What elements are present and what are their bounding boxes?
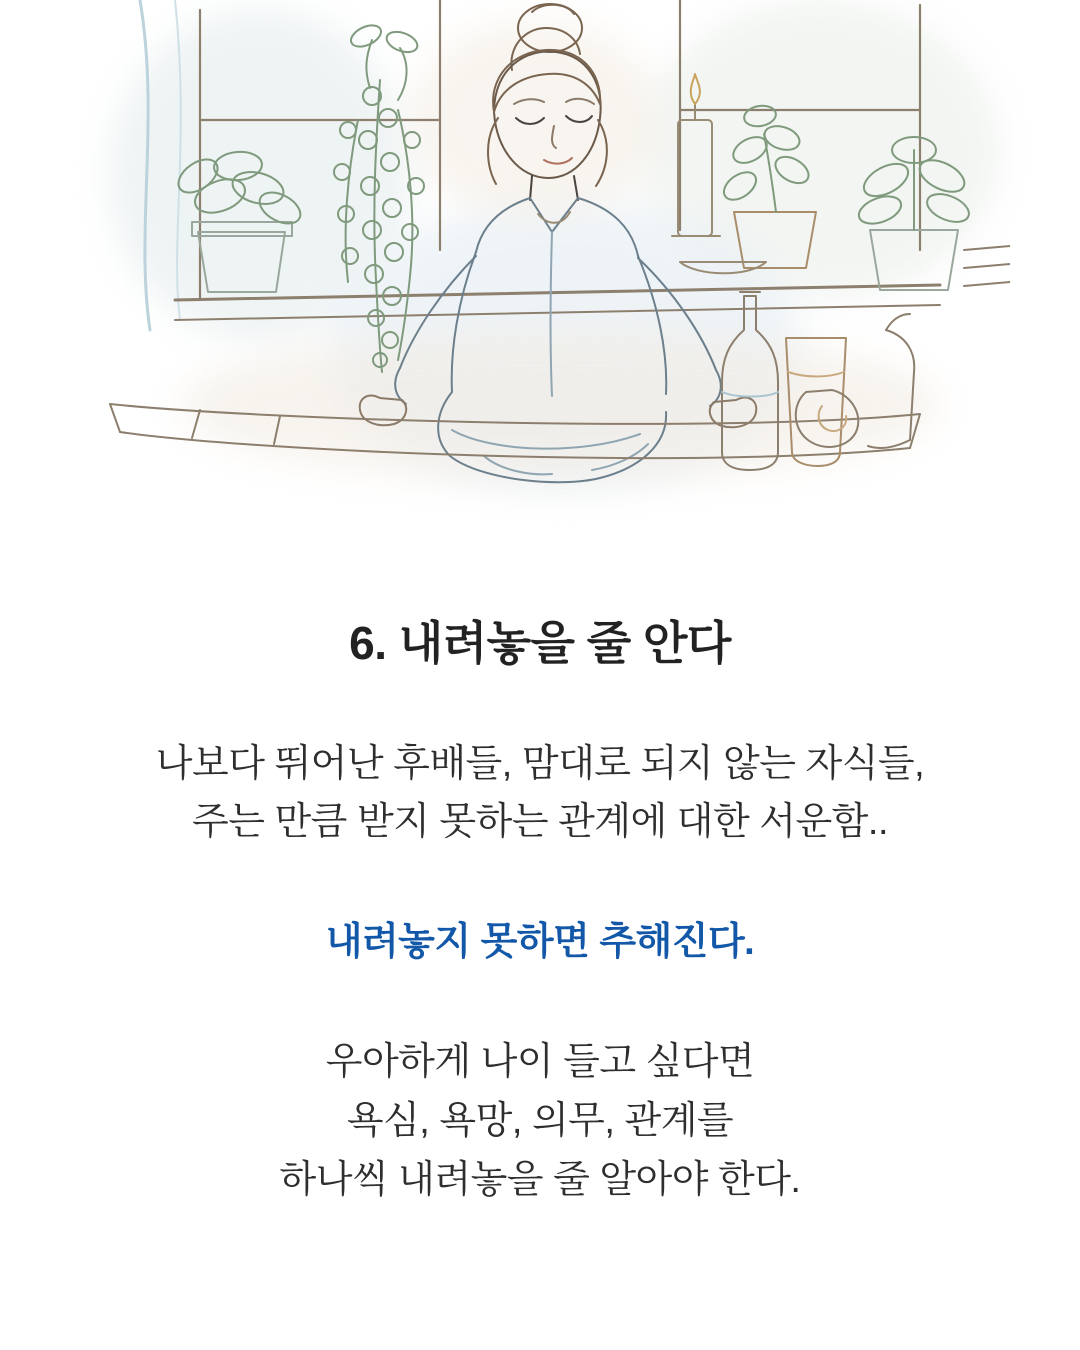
paragraph-one-line-1: 나보다 뛰어난 후배들, 맘대로 되지 않는 자식들, xyxy=(155,742,925,785)
paragraph-one xyxy=(0,735,1080,853)
spacer-one xyxy=(0,852,1080,914)
stand-icon xyxy=(868,314,914,448)
floor-mat-icon xyxy=(110,404,920,458)
paragraph-two-line-1: 우아하게 나이 들고 싶다면 xyxy=(325,1041,755,1084)
hanging-plant-icon xyxy=(334,21,424,372)
paragraph-two-line-3: 하나씩 내려놓을 줄 알아야 한다. xyxy=(279,1159,801,1202)
paragraph-one-line-2: 주는 만큼 받지 못하는 관계에 대한 서운함.. xyxy=(192,801,888,844)
spacer-two xyxy=(0,971,1080,1033)
highlight-text: 내려놓지 못하면 추해진다. xyxy=(325,921,755,964)
meditating-woman-icon xyxy=(360,4,757,482)
paragraph-two-line-2: 욕심, 욕망, 의무, 관계를 xyxy=(346,1100,734,1143)
page-title: 6. 내려놓을 줄 안다 xyxy=(349,617,731,669)
text-block xyxy=(0,545,1080,1210)
paragraph-two xyxy=(0,1033,1080,1210)
meditation-scene-svg xyxy=(80,0,1010,530)
potted-plant-right-icon xyxy=(855,137,973,290)
illustration xyxy=(0,0,1080,545)
window-icon xyxy=(200,0,920,300)
potted-plant-left-icon xyxy=(173,150,306,292)
potted-plant-center-icon xyxy=(719,103,816,268)
illustration-canvas xyxy=(80,0,1010,530)
bottle-icon xyxy=(722,292,778,470)
